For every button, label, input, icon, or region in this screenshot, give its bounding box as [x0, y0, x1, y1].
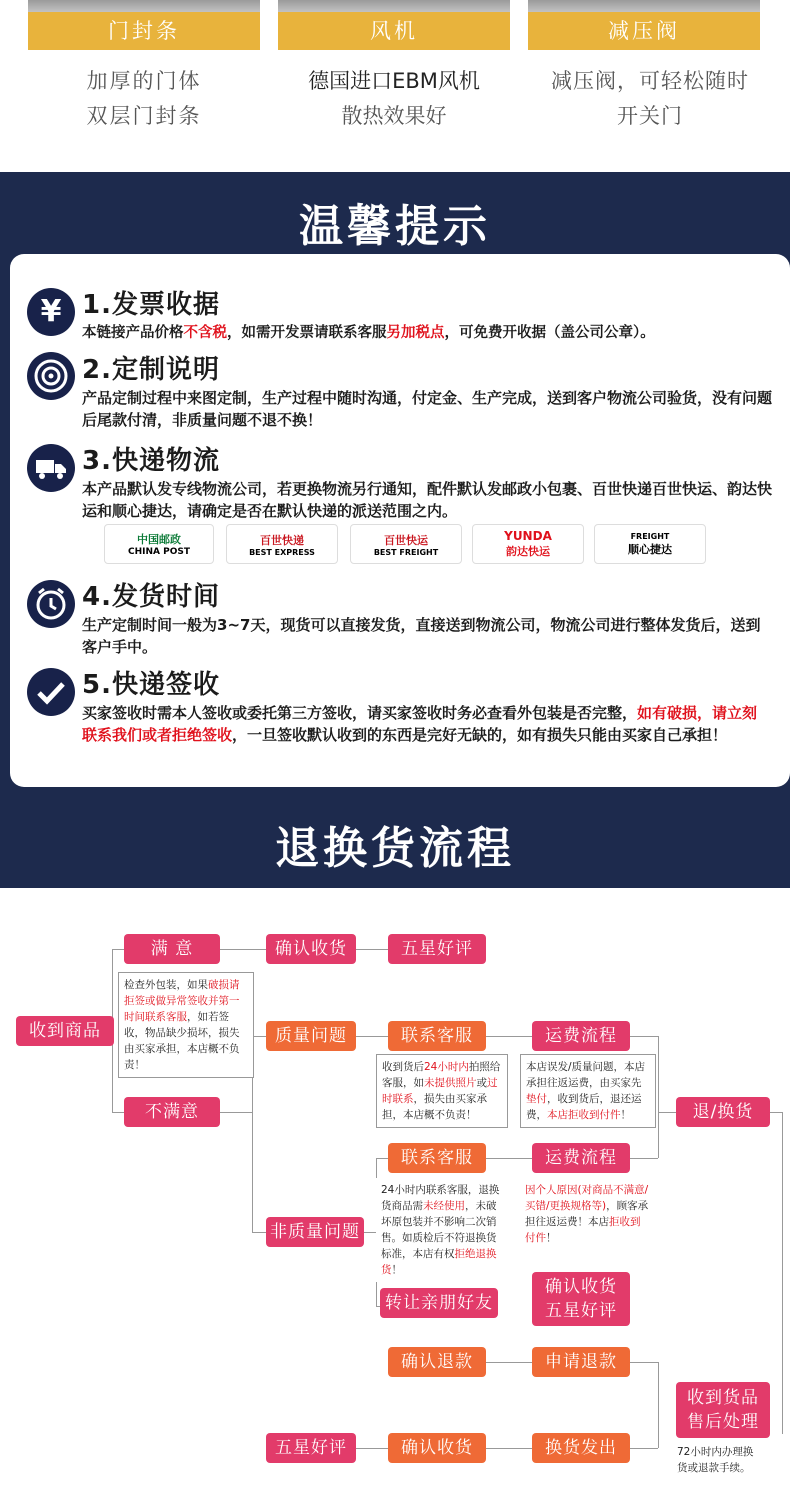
confirm-receipt-box: 确认收货	[266, 934, 356, 964]
section-title: 4.发货时间	[82, 582, 220, 612]
yen-icon: ¥	[27, 288, 75, 336]
freight-flow-box: 运费流程	[532, 1021, 630, 1051]
best-express-logo: 百世快递 BEST EXPRESS	[226, 524, 338, 564]
feature-label: 减压阀	[528, 12, 760, 50]
exchange-ship-box: 换货发出	[532, 1433, 630, 1463]
truck-icon	[27, 444, 75, 492]
section-title: 1.发票收据	[82, 290, 220, 320]
apply-refund-box: 申请退款	[532, 1347, 630, 1377]
freight-note: 本店误发/质量问题，本店承担往返运费，由买家先垫付，收到货后，退还运费，本店拒收到付件！	[520, 1054, 656, 1128]
five-star-box: 五星好评	[388, 934, 486, 964]
freight-flow-box-2: 运费流程	[532, 1143, 630, 1173]
after-sales-box: 收到货品 售后处理	[676, 1382, 770, 1438]
contact-note: 24小时内联系客服，退换货商品需未经使用，未破坏原包装并不影响二次销售。如质检后不符退换货标准，本店有权拒绝退换货！	[376, 1178, 506, 1282]
section-title: 5.快递签收	[82, 670, 220, 700]
feature-desc: 减压阀，可轻松随时 开关门	[551, 69, 749, 128]
freight-note-2: 因个人原因(对商品不满意/买错/更换规格等)，顾客承担往返运费！本店拒收到付件！	[520, 1178, 654, 1250]
contact-cs-box-2: 联系客服	[388, 1143, 486, 1173]
non-quality-box: 非质量问题	[266, 1217, 364, 1247]
shunxin-logo: FREIGHT 顺心捷达	[594, 524, 706, 564]
tips-title: 温馨提示	[299, 201, 491, 252]
confirm-star-box: 确认收货 五星好评	[532, 1272, 630, 1326]
72h-note: 72小时内办理换 货或退款手续。	[672, 1440, 776, 1480]
section-title: 2.定制说明	[82, 355, 220, 385]
return-title: 退换货流程	[275, 823, 515, 874]
transfer-box: 转让亲朋好友	[380, 1288, 498, 1318]
feature-desc: 德国进口EBM风机 散热效果好	[308, 69, 480, 128]
best-freight-logo: 百世快运 BEST FREIGHT	[350, 524, 462, 564]
satisfied-box: 满 意	[124, 934, 220, 964]
contact-cs-box: 联系客服	[388, 1021, 486, 1051]
return-flowchart	[0, 888, 790, 1499]
check-icon	[27, 668, 75, 716]
check-package-note: 检查外包装，如果破损请拒签或做异常签收并第一时间联系客服，如若签收，物品缺少损坏，损失由买家承担，本店概不负责！	[118, 972, 254, 1078]
section-title: 3.快递物流	[82, 446, 220, 476]
feature-strip	[0, 0, 790, 172]
section-body: 本产品默认发专线物流公司，若更换物流另行通知，配件默认发邮政小包裹、百世快递百世快运、韵达快运和顺心捷达，请确定是否在默认快递的派送范围之内。	[82, 480, 773, 520]
feature-label: 门封条	[28, 12, 260, 50]
custom-icon	[27, 352, 75, 400]
confirm-refund-box: 确认退款	[388, 1347, 486, 1377]
clock-icon	[27, 580, 75, 628]
section-body: 本链接产品价格不含税，如需开发票请联系客服另加税点，可免费开收据（盖公司公章）。	[82, 325, 655, 341]
china-post-logo: 中国邮政 CHINA POST	[104, 524, 214, 564]
tips-card	[10, 254, 790, 787]
feature-label: 风机	[278, 12, 510, 50]
quality-issue-box: 质量问题	[266, 1021, 356, 1051]
five-star-box-2: 五星好评	[266, 1433, 356, 1463]
received-goods-box: 收到商品	[16, 1016, 114, 1046]
confirm-receipt-box-2: 确认收货	[388, 1433, 486, 1463]
unsatisfied-box: 不满意	[124, 1097, 220, 1127]
quality-note: 收到货后24小时内拍照给客服，如未提供照片或过时联系，损失由买家承担，本店概不负责！	[376, 1054, 508, 1128]
feature-desc: 加厚的门体 双层门封条	[86, 69, 202, 128]
section-body: 产品定制过程中来图定制，生产过程中随时沟通，付定金、生产完成，送到客户物流公司验货，没有问题后尾款付清，非质量问题不退不换！	[82, 389, 773, 429]
section-body: 买家签收时需本人签收或委托第三方签收，请买家签收时务必查看外包装是否完整，如有破损，请立刻联系我们或者拒绝签收，一旦签收默认收到的东西是完好无缺的，如有损失只能由买家自己承担！	[82, 704, 758, 744]
yunda-logo: YUNDA 韵达快运	[472, 524, 584, 564]
section-body: 生产定制时间一般为3~7天，现货可以直接发货，直接送到物流公司，物流公司进行整体发货后，送到客户手中。	[82, 616, 761, 656]
return-exchange-box: 退/换货	[676, 1097, 770, 1127]
